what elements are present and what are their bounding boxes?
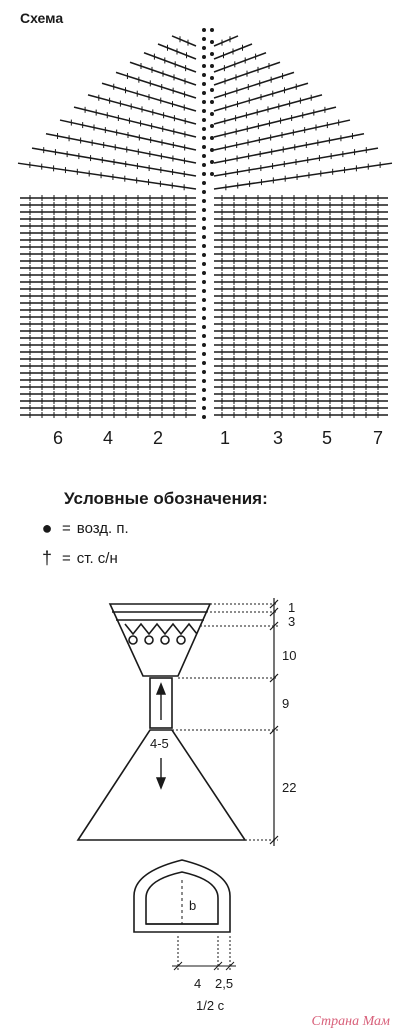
legend-label: ст. с/н [76, 550, 118, 567]
chain-stitch-dot [202, 244, 206, 248]
chain-stitch-dot [210, 124, 214, 128]
lattice-ring [177, 636, 185, 644]
chain-stitch-dot [202, 343, 206, 347]
chain-stitch-dot [202, 253, 206, 257]
fan-row-right [214, 107, 336, 137]
chain-stitch-dot [202, 37, 206, 41]
fan-row-left [74, 107, 196, 137]
chain-stitch-dot [202, 379, 206, 383]
chain-stitch-dot [202, 154, 206, 158]
chain-stitch-dot [202, 298, 206, 302]
detail-dim-2-5: 2,5 [215, 976, 234, 991]
chain-stitch-dot [202, 415, 206, 419]
chain-stitch-dot [202, 127, 206, 131]
chain-stitch-dot [202, 118, 206, 122]
arch-outer [134, 860, 230, 932]
chain-stitch-dot [202, 235, 206, 239]
lattice-pattern [125, 624, 197, 634]
dim-10: 10 [282, 648, 297, 663]
chain-stitch-dot [210, 76, 214, 80]
chain-stitch-dot [202, 55, 206, 59]
chain-stitch-dot [202, 217, 206, 221]
chain-stitch-dot [202, 190, 206, 194]
chain-stitch-dot [202, 163, 206, 167]
fan-row-left [172, 36, 196, 46]
legend-equals: = [62, 520, 71, 537]
fan-row-left [116, 72, 196, 98]
chain-stitch-dot [202, 109, 206, 113]
dim-9: 9 [282, 696, 290, 711]
legend-label: возд. п. [76, 520, 129, 537]
dagger-icon: † [41, 548, 52, 568]
chain-stitch-dot [202, 199, 206, 203]
chain-stitch-dot [202, 361, 206, 365]
pattern-schematic [0, 590, 400, 1030]
row-number-6: 6 [52, 428, 64, 448]
row-number-5: 5 [321, 428, 333, 448]
chain-stitch-dot [210, 88, 214, 92]
chain-stitch-dot [210, 160, 214, 164]
chain-stitch-dot [202, 208, 206, 212]
dim-1: 1 [288, 600, 296, 615]
chain-stitch-dot [202, 307, 206, 311]
chain-stitch-dot [202, 64, 206, 68]
detail-label-b: b [189, 898, 197, 913]
row-number-2: 2 [152, 428, 164, 448]
chain-stitch-dot [202, 226, 206, 230]
fan-row-right [214, 36, 238, 46]
chain-stitch-dot [210, 52, 214, 56]
watermark: Страна Мам [311, 1014, 390, 1029]
chain-stitch-dot [202, 370, 206, 374]
fan-row-right [214, 134, 364, 163]
chain-stitch-dot [210, 148, 214, 152]
chain-stitch-dot [210, 136, 214, 140]
chain-stitch-dot [202, 91, 206, 95]
chain-stitch-dot [210, 172, 214, 176]
chain-stitch-dot [202, 397, 206, 401]
chain-stitch-dot [210, 112, 214, 116]
detail-dim-4: 4 [194, 976, 202, 991]
fan-row-left [46, 134, 196, 163]
chain-stitch-dot [202, 280, 206, 284]
dim-3: 3 [288, 614, 296, 629]
lattice-ring [145, 636, 153, 644]
scheme-title: Схема [20, 10, 64, 26]
chain-stitch-dot [202, 28, 206, 32]
chain-stitch-dot [202, 82, 206, 86]
dim-22: 22 [282, 780, 297, 795]
down-arrow-head [157, 778, 165, 788]
fan-row-right [214, 72, 294, 98]
chain-stitch-dot [202, 406, 206, 410]
lattice-ring [129, 636, 137, 644]
crochet-chart [0, 0, 400, 460]
chain-stitch-dot [210, 40, 214, 44]
legend-title: Условные обозначения: [64, 489, 268, 508]
chain-stitch-dot [202, 46, 206, 50]
row-number-1: 1 [219, 428, 231, 448]
chain-stitch-dot [202, 181, 206, 185]
chain-stitch-dot [202, 145, 206, 149]
chain-stitch-dot [202, 271, 206, 275]
up-arrow-head [157, 684, 165, 694]
legend-item-dc [38, 548, 118, 569]
center-label: 4-5 [150, 736, 169, 751]
row-number-4: 4 [102, 428, 114, 448]
row-number-3: 3 [272, 428, 284, 448]
chain-stitch-dot [210, 64, 214, 68]
fan-row-left [18, 163, 196, 189]
fan-row-right [214, 163, 392, 189]
filled-dot-icon: ● [41, 518, 53, 538]
lattice-ring [161, 636, 169, 644]
chain-stitch-dot [202, 100, 206, 104]
chain-stitch-dot [202, 388, 206, 392]
upper-flare-shape [110, 604, 210, 676]
chain-stitch-dot [202, 289, 206, 293]
chain-stitch-dot [202, 325, 206, 329]
chain-stitch-dot [210, 100, 214, 104]
chain-stitch-dot [202, 172, 206, 176]
chain-stitch-dot [202, 352, 206, 356]
legend-equals: = [62, 550, 71, 567]
legend-item-chain [38, 518, 129, 539]
chain-stitch-dot [210, 28, 214, 32]
chain-stitch-dot [202, 73, 206, 77]
detail-caption: 1/2 c [196, 998, 225, 1013]
chain-stitch-dot [202, 136, 206, 140]
chain-stitch-dot [202, 334, 206, 338]
chain-stitch-dot [202, 316, 206, 320]
chain-stitch-dot [202, 262, 206, 266]
row-number-7: 7 [372, 428, 384, 448]
